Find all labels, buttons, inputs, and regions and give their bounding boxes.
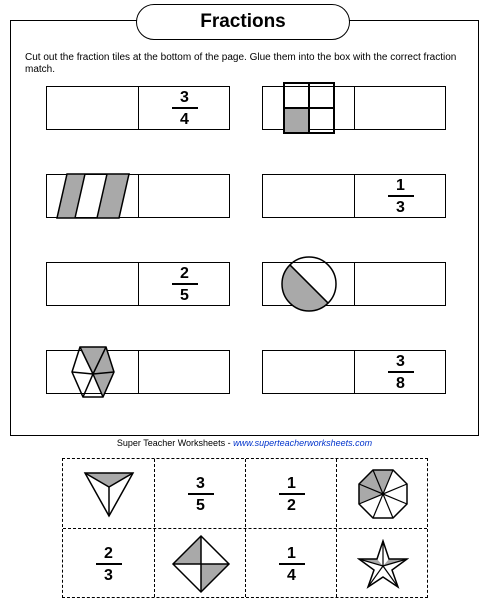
octagon-picture [356,467,410,521]
fraction-bar [172,283,198,285]
denominator: 4 [180,110,189,128]
diamond-picture [171,534,231,594]
tile-fraction[interactable] [155,459,246,529]
glue-area [263,175,354,217]
glue-area [355,263,446,305]
numerator: 3 [180,88,189,106]
fraction [388,177,414,216]
numerator: 2 [104,544,113,562]
match-box-7 [46,350,230,394]
match-box-4 [262,174,446,218]
match-box-6 [262,262,446,306]
instructions-text: Cut out the fraction tiles at the bottom of the page. Glue them into the box with the correct fraction match. [25,52,457,75]
glue-area [263,351,354,393]
match-box-5 [46,262,230,306]
fraction-bar [388,195,414,197]
cutout-tiles [62,458,428,598]
fraction-bar [172,107,198,109]
glue-area [139,175,230,217]
denominator: 4 [287,566,296,584]
tile-fraction[interactable] [63,529,154,599]
denominator: 3 [104,566,113,584]
glue-area [47,87,138,129]
numerator: 3 [396,352,405,370]
fraction-bar [388,371,414,373]
denominator: 2 [287,496,296,514]
tile-star[interactable] [337,529,428,599]
denominator: 5 [196,496,205,514]
fraction [188,475,214,514]
fraction [279,475,305,514]
denominator: 8 [396,374,405,392]
fraction [172,265,198,304]
footer-label: Super Teacher Worksheets - [116,438,234,448]
match-box-1 [46,86,230,130]
tile-triangle[interactable] [63,459,154,529]
fraction [172,89,198,128]
fraction [388,353,414,392]
triangle-picture [83,470,135,518]
circle-half-picture [281,256,337,312]
tile-diamond[interactable] [155,529,246,599]
glue-area [139,351,230,393]
match-box-3 [46,174,230,218]
square-quarter-shaded-picture [283,82,335,134]
fraction-bar [279,563,305,565]
match-box-2 [262,86,446,130]
tile-fraction[interactable] [246,459,337,529]
fraction-bar [96,563,122,565]
tile-fraction[interactable] [246,529,337,599]
fraction [279,545,305,584]
numerator: 1 [287,544,296,562]
denominator: 3 [396,198,405,216]
denominator: 5 [180,286,189,304]
fraction [96,545,122,584]
worksheet-title: Fractions [136,4,350,40]
match-box-8 [262,350,446,394]
footer-url-link[interactable]: www.superteacherworksheets.com [233,438,373,448]
parallelogram-picture [54,172,132,220]
tile-octagon[interactable] [337,459,428,529]
numerator: 2 [180,264,189,282]
numerator: 1 [287,474,296,492]
fraction-bar [279,493,305,495]
numerator: 3 [196,474,205,492]
star-picture [357,539,409,589]
numerator: 1 [396,176,405,194]
footer [0,438,489,448]
pentagon-picture [63,343,123,401]
glue-area [355,87,446,129]
glue-area [47,263,138,305]
fraction-bar [188,493,214,495]
